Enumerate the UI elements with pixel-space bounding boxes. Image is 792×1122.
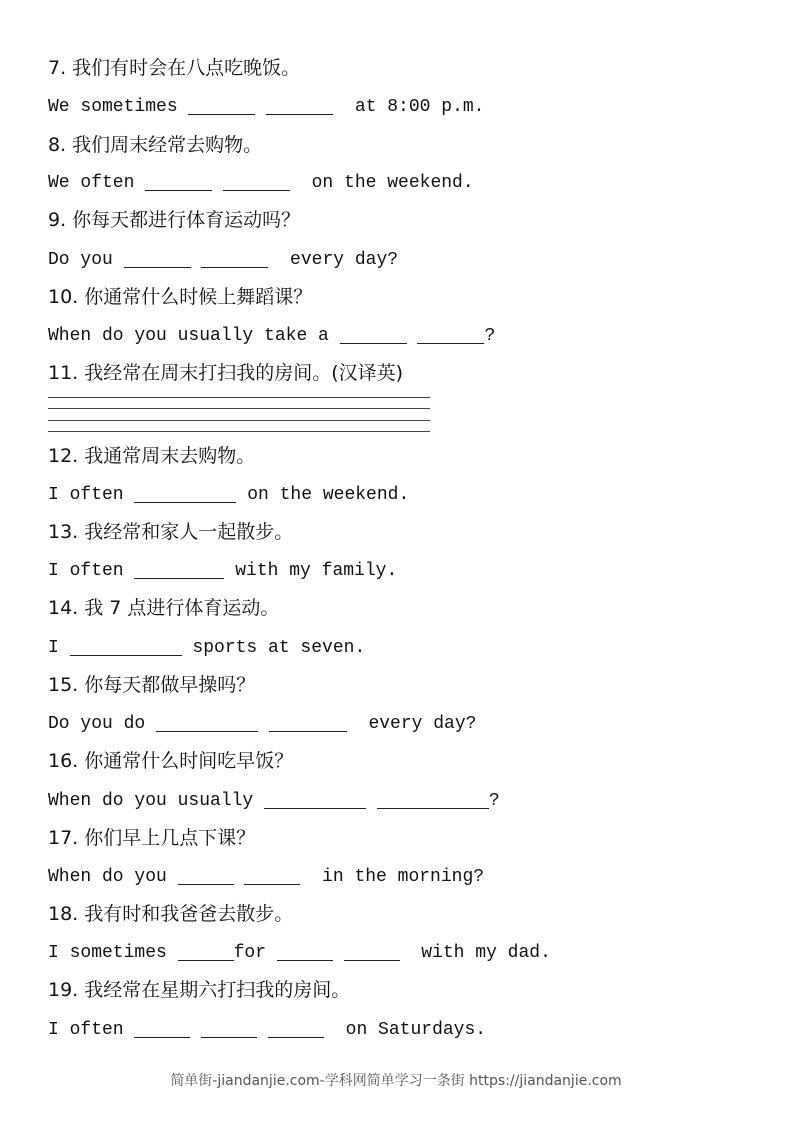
answer-9: Do you every day? — [48, 247, 398, 272]
answer-18: I sometimes for with my dad. — [48, 940, 551, 965]
blank[interactable] — [266, 94, 333, 115]
blank[interactable] — [377, 788, 489, 809]
blank[interactable] — [201, 247, 268, 268]
blank[interactable] — [201, 1017, 257, 1038]
answer-14: I sports at seven. — [48, 635, 365, 660]
blank[interactable] — [134, 558, 224, 579]
blank[interactable] — [268, 1017, 324, 1038]
question-9: 9. 你每天都进行体育运动吗？ — [48, 209, 301, 231]
blank[interactable] — [244, 864, 300, 885]
question-15: 15. 你每天都做早操吗？ — [48, 674, 256, 696]
answer-13: I often with my family. — [48, 558, 397, 583]
footer-watermark: 简单街-jiandanjie.com-学科网简单学习一条街 https://jiandanjie.com — [170, 1073, 622, 1089]
answer-17: When do you in the morning? — [48, 864, 484, 889]
question-12: 12. 我通常周末去购物。 — [48, 445, 256, 467]
answer-7: We sometimes at 8:00 p.m. — [48, 94, 484, 119]
answer-16: When do you usually ? — [48, 788, 500, 813]
answer-line[interactable] — [48, 408, 430, 409]
question-8: 8. 我们周末经常去购物。 — [48, 134, 263, 156]
blank[interactable] — [188, 94, 255, 115]
blank[interactable] — [134, 1017, 190, 1038]
question-17: 17. 你们早上几点下课？ — [48, 827, 256, 849]
answer-15: Do you do every day? — [48, 711, 476, 736]
question-13: 13. 我经常和家人一起散步。 — [48, 521, 294, 543]
question-14: 14. 我 7 点进行体育运动。 — [48, 597, 280, 619]
blank[interactable] — [277, 940, 333, 961]
answer-10: When do you usually take a ? — [48, 323, 495, 348]
blank[interactable] — [70, 635, 182, 656]
blank[interactable] — [156, 711, 258, 732]
blank[interactable] — [178, 940, 234, 961]
question-7: 7. 我们有时会在八点吃晚饭。 — [48, 57, 301, 79]
answer-line[interactable] — [48, 420, 430, 421]
blank[interactable] — [124, 247, 191, 268]
answer-12: I often on the weekend. — [48, 482, 409, 507]
blank[interactable] — [134, 482, 236, 503]
answer-line[interactable] — [48, 431, 430, 432]
blank[interactable] — [417, 323, 484, 344]
blank[interactable] — [145, 170, 212, 191]
blank[interactable] — [223, 170, 290, 191]
question-19: 19. 我经常在星期六打扫我的房间。 — [48, 979, 351, 1001]
blank[interactable] — [269, 711, 347, 732]
question-10: 10. 你通常什么时候上舞蹈课？ — [48, 286, 313, 308]
question-11: 11. 我经常在周末打扫我的房间。(汉译英) — [48, 362, 404, 384]
answer-line[interactable] — [48, 397, 430, 398]
question-18: 18. 我有时和我爸爸去散步。 — [48, 903, 294, 925]
question-16: 16. 你通常什么时间吃早饭？ — [48, 750, 294, 772]
answer-8: We often on the weekend. — [48, 170, 474, 195]
blank[interactable] — [264, 788, 366, 809]
blank[interactable] — [344, 940, 400, 961]
blank[interactable] — [178, 864, 234, 885]
blank[interactable] — [340, 323, 407, 344]
answer-19: I often on Saturdays. — [48, 1017, 486, 1042]
